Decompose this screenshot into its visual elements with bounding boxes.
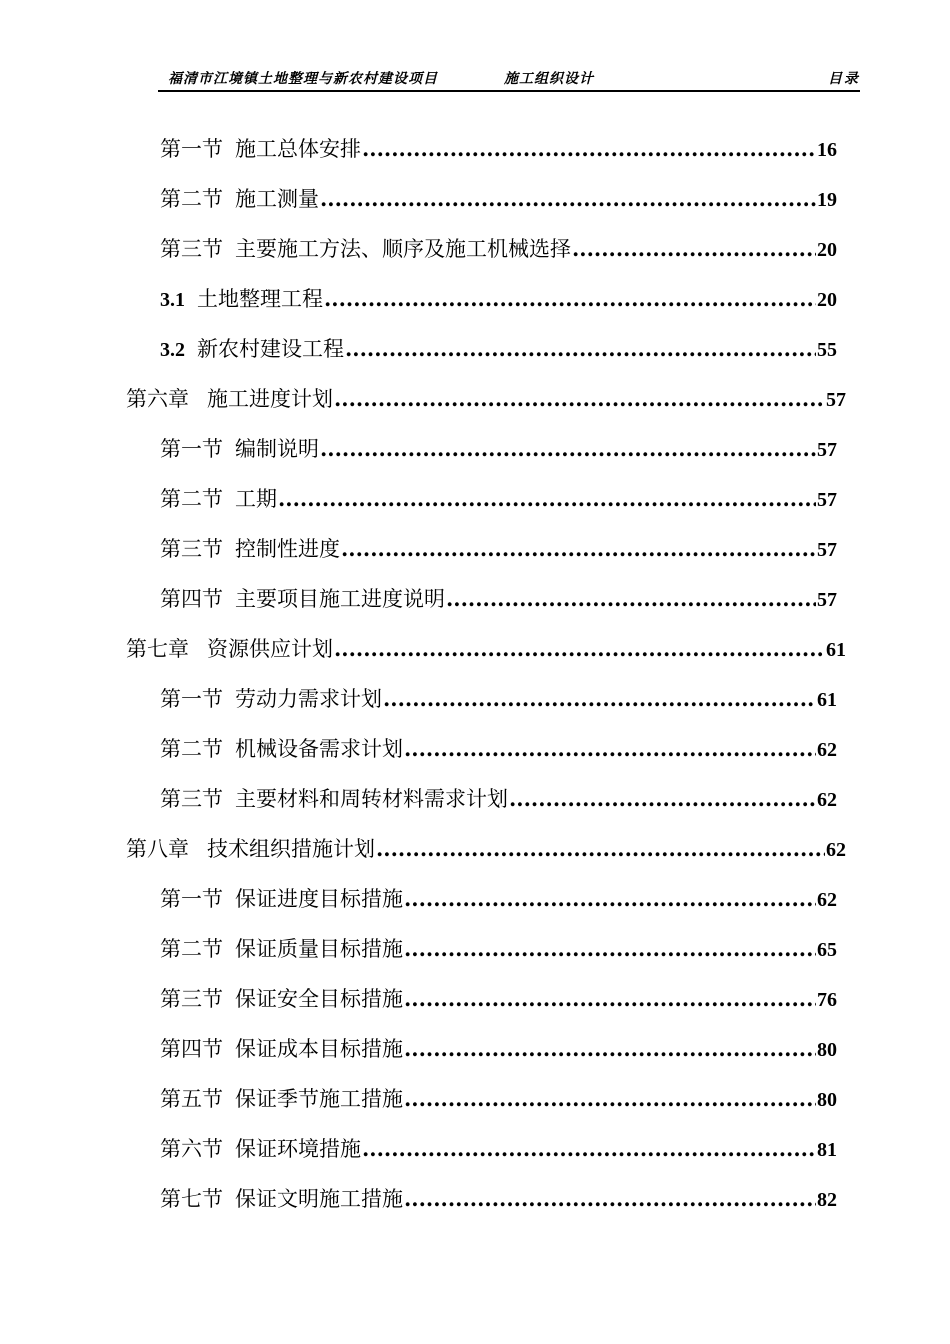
toc-entry-label [126, 384, 333, 414]
toc-entry-page: 80 [817, 1039, 837, 1061]
toc-entry-title: 主要材料和周转材料需求计划 [235, 787, 508, 811]
toc-entry-label [160, 584, 445, 614]
toc-entry-number: 第四节 [160, 1037, 223, 1061]
toc-entry-label [160, 184, 319, 214]
toc-entry-title: 保证季节施工措施 [235, 1087, 403, 1111]
toc-entry-label [160, 1184, 403, 1214]
toc-entry-number: 第三节 [160, 787, 223, 811]
toc-entry[interactable] [160, 984, 837, 1014]
toc-entry-title: 保证安全目标措施 [235, 987, 403, 1011]
toc-entry-label [160, 734, 403, 764]
toc-entry-title: 工期 [235, 487, 277, 511]
toc-entry-number: 第四节 [160, 587, 223, 611]
toc-entry-title: 资源供应计划 [207, 637, 333, 661]
toc-entry-label [160, 1134, 361, 1164]
toc-entry-page: 62 [817, 789, 837, 811]
toc-entry-title: 施工进度计划 [207, 387, 333, 411]
toc-entry-title: 土地整理工程 [197, 287, 323, 311]
toc-leader-dots [404, 734, 816, 764]
page-header [158, 64, 860, 92]
toc-entry[interactable] [160, 534, 837, 564]
toc-entry-label [160, 1084, 403, 1114]
toc-entry-number: 第一节 [160, 437, 223, 461]
toc-entry-label [160, 234, 571, 264]
toc-leader-dots [404, 1184, 816, 1214]
toc-leader-dots [509, 784, 816, 814]
toc-entry-label [160, 784, 508, 814]
toc-entry-page: 61 [826, 639, 846, 661]
toc-entry-number: 第二节 [160, 737, 223, 761]
toc-entry-page: 76 [817, 989, 837, 1011]
toc-leader-dots [404, 1084, 816, 1114]
toc-entry[interactable] [126, 634, 846, 664]
toc-entry[interactable] [160, 684, 837, 714]
toc-entry-page: 57 [817, 489, 837, 511]
toc-entry-title: 主要项目施工进度说明 [235, 587, 445, 611]
toc-entry[interactable] [160, 584, 837, 614]
toc-leader-dots [404, 984, 816, 1014]
toc-entry-title: 新农村建设工程 [197, 337, 344, 361]
toc-entry-label [160, 884, 403, 914]
toc-entry-page: 55 [817, 339, 837, 361]
toc-entry-title: 技术组织措施计划 [207, 837, 375, 861]
toc-entry-page: 57 [817, 439, 837, 461]
toc-entry-title: 施工测量 [235, 187, 319, 211]
toc-entry[interactable] [160, 184, 837, 214]
toc-entry-page: 81 [817, 1139, 837, 1161]
toc-entry-label [160, 684, 382, 714]
toc-entry-number: 第七节 [160, 1187, 223, 1211]
toc-entry-label [160, 934, 403, 964]
toc-entry-title: 控制性进度 [235, 537, 340, 561]
toc-entry-page: 57 [817, 589, 837, 611]
toc-entry-number: 第六章 [126, 387, 189, 411]
toc-entry-page: 20 [817, 239, 837, 261]
toc-entry-title: 机械设备需求计划 [235, 737, 403, 761]
toc-entry[interactable] [160, 1184, 837, 1214]
toc-entry-page: 61 [817, 689, 837, 711]
toc-leader-dots [362, 1134, 816, 1164]
toc-leader-dots [404, 1034, 816, 1064]
header-section-name: 目录 [828, 71, 860, 87]
toc-leader-dots [341, 534, 816, 564]
toc-entry-page: 57 [817, 539, 837, 561]
toc-entry-label [126, 634, 333, 664]
toc-entry-number: 第七章 [126, 637, 189, 661]
toc-entry-title: 保证进度目标措施 [235, 887, 403, 911]
toc-entry[interactable] [160, 1034, 837, 1064]
toc-leader-dots [383, 684, 816, 714]
toc-entry-label [126, 834, 375, 864]
toc-entry-page: 16 [817, 139, 837, 161]
toc-entry-number: 第一节 [160, 887, 223, 911]
toc-entry[interactable] [160, 1084, 837, 1114]
toc-leader-dots [404, 884, 816, 914]
toc-leader-dots [362, 134, 816, 164]
toc-leader-dots [376, 834, 825, 864]
toc-entry[interactable] [160, 134, 837, 164]
toc-entry-page: 20 [817, 289, 837, 311]
toc-entry-title: 施工总体安排 [235, 137, 361, 161]
toc-entry-number: 第一节 [160, 687, 223, 711]
toc-entry-label [160, 134, 361, 164]
toc-entry-page: 62 [826, 839, 846, 861]
toc-entry[interactable] [160, 334, 837, 364]
toc-leader-dots [334, 634, 825, 664]
toc-entry-number: 第三节 [160, 237, 223, 261]
toc-entry-number: 3.2 [160, 339, 185, 361]
toc-entry-page: 62 [817, 889, 837, 911]
toc-entry[interactable] [160, 1134, 837, 1164]
toc-entry-page: 57 [826, 389, 846, 411]
toc-entry-number: 第八章 [126, 837, 189, 861]
toc-entry-label [160, 284, 323, 315]
toc-entry-title: 劳动力需求计划 [235, 687, 382, 711]
toc-entry-label [160, 534, 340, 564]
toc-entry[interactable] [160, 284, 837, 314]
toc-entry[interactable] [126, 384, 846, 414]
toc-leader-dots [320, 184, 816, 214]
toc-entry-page: 80 [817, 1089, 837, 1111]
toc-entry-title: 保证质量目标措施 [235, 937, 403, 961]
toc-entry-number: 第二节 [160, 487, 223, 511]
toc-leader-dots [446, 584, 816, 614]
toc-leader-dots [572, 234, 816, 264]
toc-entry-title: 保证文明施工措施 [235, 1187, 403, 1211]
toc-leader-dots [345, 334, 816, 364]
toc-entry-number: 第二节 [160, 187, 223, 211]
toc-entry-title: 编制说明 [235, 437, 319, 461]
toc-entry-title: 保证成本目标措施 [235, 1037, 403, 1061]
header-project-title: 福清市江境镇土地整理与新农村建设项目 [168, 71, 438, 87]
toc-entry-label [160, 484, 277, 514]
toc-entry-page: 19 [817, 189, 837, 211]
header-document-title: 施工组织设计 [504, 71, 594, 87]
toc-entry-number: 第一节 [160, 137, 223, 161]
toc-entry[interactable] [160, 934, 837, 964]
toc-entry[interactable] [160, 884, 837, 914]
toc-entry-title: 保证环境措施 [235, 1137, 361, 1161]
toc-entry-title: 主要施工方法、顺序及施工机械选择 [235, 237, 571, 261]
toc-leader-dots [320, 434, 816, 464]
toc-entry-number: 第六节 [160, 1137, 223, 1161]
toc-entry-number: 第三节 [160, 537, 223, 561]
toc-entry-number: 第二节 [160, 937, 223, 961]
toc-entry[interactable] [126, 834, 846, 864]
toc-entry[interactable] [160, 234, 837, 264]
toc-entry[interactable] [160, 784, 837, 814]
toc-leader-dots [404, 934, 816, 964]
toc-entry-label [160, 434, 319, 464]
toc-entry-page: 82 [817, 1189, 837, 1211]
toc-entry-number: 第五节 [160, 1087, 223, 1111]
toc-leader-dots [334, 384, 825, 414]
toc-entry-label [160, 984, 403, 1014]
toc-entry-label [160, 334, 344, 365]
toc-entry[interactable] [160, 484, 837, 514]
toc-entry-label [160, 1034, 403, 1064]
toc-leader-dots [278, 484, 816, 514]
toc-leader-dots [324, 284, 816, 314]
toc-entry[interactable] [160, 734, 837, 764]
toc-entry-page: 65 [817, 939, 837, 961]
toc-entry[interactable] [160, 434, 837, 464]
toc-entry-number: 第三节 [160, 987, 223, 1011]
toc-entry-number: 3.1 [160, 289, 185, 311]
toc-entry-page: 62 [817, 739, 837, 761]
